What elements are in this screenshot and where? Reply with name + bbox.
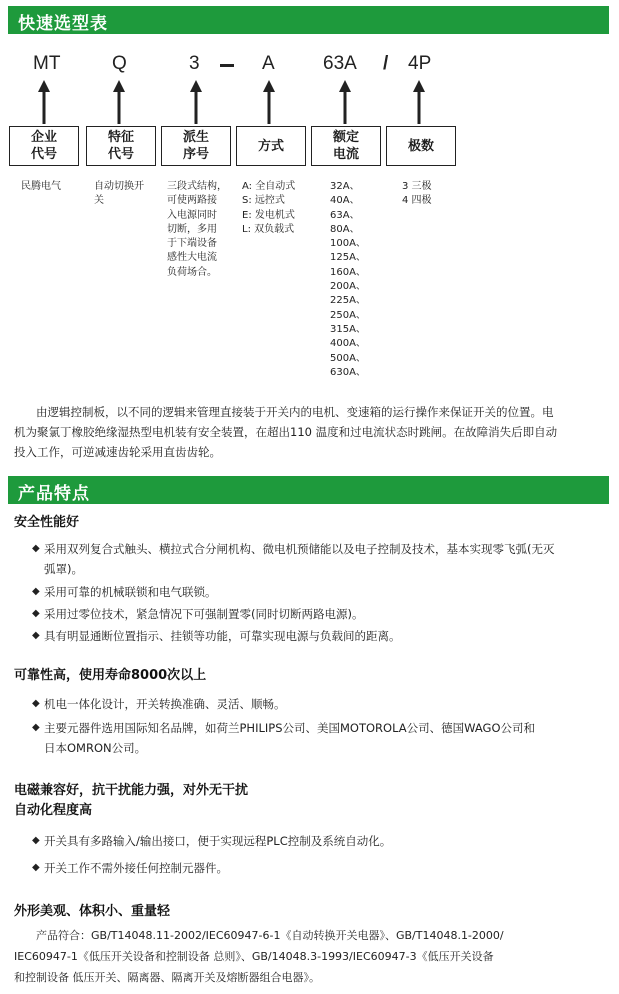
code-part-poles: 4P (408, 53, 432, 74)
diamond-bullet-icon: ◆ (32, 698, 40, 709)
list-item: ◆ 机电一体化设计，开关转换准确、灵活、顺畅。 (32, 694, 614, 714)
diamond-bullet-icon: ◆ (32, 543, 40, 554)
column-current: 32A、 40A、 63A、 80A、 100A、 125A、 160A、 200A、 225A、 250A、 315A、 400A、 500A、 630A、 (330, 181, 366, 378)
diamond-bullet-icon: ◆ (32, 722, 40, 733)
diamond-bullet-icon: ◆ (32, 862, 40, 873)
section-title: 产品特点 (18, 484, 90, 504)
standards-paragraph: 产品符合：GB/T14048.11-2002/IEC60947-6-1《自动转换开关电器》、GB/T14048.1-2000/ IEC60947-1《低压开关设备和控制设备 总则》、GB/14048.3-1993/IEC60947-3《低压开关设备 和控制设备 低压开关、隔离器、隔离开关及熔断器组合电器》。 (14, 929, 504, 984)
list-item: ◆ 具有明显通断位置指示、挂锁等功能，可靠实现电源与负载间的距离。 (32, 626, 614, 646)
column-derived: 三段式结构， 可使两路接 入电源同时 切断，多用 于下端设备 感性大电流 负荷场合。 (167, 181, 227, 278)
arrow-up-icon (338, 80, 352, 124)
code-part-current: 63A (323, 53, 357, 74)
code-part-derived: 3 (189, 53, 200, 74)
feature-heading-safety: 安全性能好 (14, 515, 80, 530)
list-item: ◆ 采用双列复合式触头、横拉式合分闸机构、微电机预储能以及电子控制及技术，基本实现零飞弧(无灭 弧罩)。 (32, 539, 614, 579)
feature-heading-automation: 自动化程度高 (14, 803, 93, 818)
list-item: ◆ 采用过零位技术，紧急情况下可强制置零(同时切断两路电源)。 (32, 604, 614, 624)
arrow-up-icon (112, 80, 126, 124)
code-part-company: MT (33, 53, 61, 74)
column-feature: 自动切换开 关 (94, 181, 144, 207)
code-box-current: 额定 电流 (311, 126, 381, 166)
code-box-feature: 特征 代号 (86, 126, 156, 166)
arrow-up-icon (189, 80, 203, 124)
column-mode: A: 全自动式 S: 远控式 E: 发电机式 L: 双负载式 (242, 181, 296, 235)
code-box-derived: 派生 序号 (161, 126, 231, 166)
feature-heading-appearance: 外形美观、体积小、重量轻 (14, 904, 171, 919)
arrow-up-icon (412, 80, 426, 124)
code-part-feature: Q (112, 53, 127, 74)
feature-heading-reliability: 可靠性高，使用寿命8000次以上 (14, 668, 207, 683)
list-item: ◆ 采用可靠的机械联锁和电气联锁。 (32, 582, 614, 602)
code-dash (220, 64, 234, 67)
diamond-bullet-icon: ◆ (32, 586, 40, 597)
code-box-poles: 极数 (386, 126, 456, 166)
section-header-quick-selection (8, 6, 609, 34)
list-item: ◆ 主要元器件选用国际知名品牌，如荷兰PHILIPS公司、美国MOTOROLA公司、德国WAGO公司和 日本OMRON公司。 (32, 718, 614, 758)
diamond-bullet-icon: ◆ (32, 608, 40, 619)
diamond-bullet-icon: ◆ (32, 835, 40, 846)
code-slash: / (383, 53, 389, 74)
diamond-bullet-icon: ◆ (32, 630, 40, 641)
column-company: 民腾电气 (21, 181, 61, 192)
code-part-mode: A (262, 53, 275, 74)
column-poles: 3 三极 4 四极 (402, 181, 432, 207)
arrow-up-icon (37, 80, 51, 124)
list-item: ◆ 开关具有多路输入/输出接口，便于实现远程PLC控制及系统自动化。 (32, 831, 614, 851)
list-item: ◆ 开关工作不需外接任何控制元器件。 (32, 858, 614, 878)
section-title: 快速选型表 (18, 14, 108, 34)
intro-paragraph: 由逻辑控制板，以不同的逻辑来管理直接装于开关内的电机、变速箱的运行操作来保证开关的位置。电 机为聚氯丁橡胶绝缘湿热型电机装有安全装置，在超出110 温度和过电流状态时跳闸。在故障消失后即自动 投入工作，可逆减速齿轮采用直齿齿轮。 (14, 405, 558, 459)
code-box-mode: 方式 (236, 126, 306, 166)
feature-heading-emc: 电磁兼容好，抗干扰能力强，对外无干扰 (14, 783, 249, 798)
code-box-company: 企业 代号 (9, 126, 79, 166)
section-header-features (8, 476, 609, 504)
arrow-up-icon (262, 80, 276, 124)
